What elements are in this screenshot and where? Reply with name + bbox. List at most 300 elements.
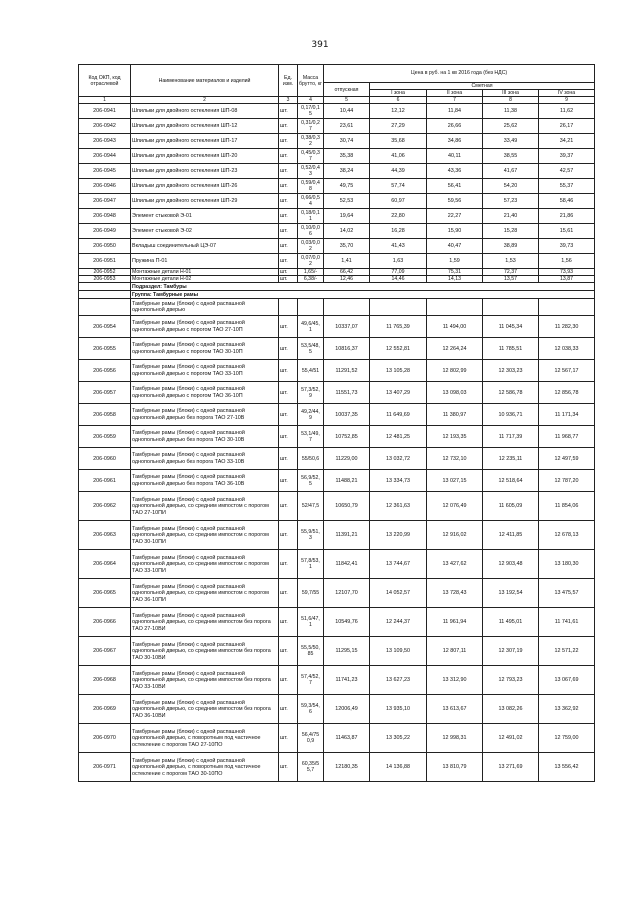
price-release: 52,53 xyxy=(324,194,370,209)
item-name: Тамбурные рамы (блоки) с одной распашной однопольной дверью без порога ТАО 33-10В xyxy=(131,448,279,470)
price-zone-2: 43,36 xyxy=(427,164,483,179)
item-unit: шт. xyxy=(279,316,298,338)
price-zone-4: 34,21 xyxy=(539,134,595,149)
price-zone-4: 39,73 xyxy=(539,239,595,254)
price-zone-2: 12 802,99 xyxy=(427,360,483,382)
price-zone-1: 35,68 xyxy=(370,134,427,149)
item-mass: 55,9/51, 3 xyxy=(298,521,324,550)
item-mass: 0,18/0,1 1 xyxy=(298,209,324,224)
item-code: 206-0963 xyxy=(79,521,131,550)
header-name: Наименование материалов и изделий xyxy=(131,65,279,97)
price-zone-4: 21,86 xyxy=(539,209,595,224)
group-description-row xyxy=(79,299,595,316)
item-mass: 55,5/50, 85 xyxy=(298,637,324,666)
price-zone-2: 75,31 xyxy=(427,269,483,276)
header-zone: III зона xyxy=(483,90,539,97)
item-mass: 51,6/47, 1 xyxy=(298,608,324,637)
item-code: 206-0941 xyxy=(79,104,131,119)
item-name: Монтажные детали Н-02 xyxy=(131,276,279,283)
item-mass: 0,10/0,0 6 xyxy=(298,224,324,239)
price-zone-1: 11 649,69 xyxy=(370,404,427,426)
item-unit: шт. xyxy=(279,637,298,666)
item-name: Тамбурные рамы (блоки) с одной распашной однопольной дверью, со средним импостом без порога ТАО 36-10ВИ xyxy=(131,695,279,724)
price-zone-4: 26,17 xyxy=(539,119,595,134)
price-zone-1: 12 552,81 xyxy=(370,338,427,360)
price-zone-3: 12 303,23 xyxy=(483,360,539,382)
price-release: 10650,79 xyxy=(324,492,370,521)
price-release: 10337,07 xyxy=(324,316,370,338)
table-row xyxy=(79,492,595,521)
item-code: 206-0960 xyxy=(79,448,131,470)
item-code: 206-0971 xyxy=(79,753,131,782)
price-zone-4: 1,56 xyxy=(539,254,595,269)
price-zone-4: 42,57 xyxy=(539,164,595,179)
item-mass: 56,4/75 0,9 xyxy=(298,724,324,753)
price-zone-3: 11 495,01 xyxy=(483,608,539,637)
header-release: отпускная xyxy=(324,83,370,97)
price-zone-3: 38,89 xyxy=(483,239,539,254)
header-zone: I зона xyxy=(370,90,427,97)
price-zone-2: 12 264,24 xyxy=(427,338,483,360)
item-mass: 0,03/0,0 2 xyxy=(298,239,324,254)
price-release: 19,64 xyxy=(324,209,370,224)
table-row xyxy=(79,194,595,209)
price-zone-1: 13 105,28 xyxy=(370,360,427,382)
item-name: Тамбурные рамы (блоки) с одной распашной однопольной дверью, с поворотным под частичное остекление с порогом ТАО 27-10ПО xyxy=(131,724,279,753)
item-name: Шпильки для двойного остекления ШП-12 xyxy=(131,119,279,134)
item-mass: 0,45/0,3 7 xyxy=(298,149,324,164)
table-row xyxy=(79,470,595,492)
item-mass: 0,52/0,4 3 xyxy=(298,164,324,179)
item-name: Тамбурные рамы (блоки) с одной распашной однопольной дверью, со средним импостом без порога ТАО 27-10ВИ xyxy=(131,608,279,637)
page-number: 391 xyxy=(311,40,329,50)
price-release: 12107,70 xyxy=(324,579,370,608)
item-name: Тамбурные рамы (блоки) с одной распашной однопольной дверью без порога ТАО 30-10В xyxy=(131,426,279,448)
item-name: Тамбурные рамы (блоки) с одной распашной однопольной дверью с порогом ТАО 36-10П xyxy=(131,382,279,404)
item-mass: 0,66/0,5 4 xyxy=(298,194,324,209)
price-zone-4: 73,93 xyxy=(539,269,595,276)
price-zone-2: 1,59 xyxy=(427,254,483,269)
price-zone-1: 77,09 xyxy=(370,269,427,276)
price-zone-4: 12 678,13 xyxy=(539,521,595,550)
table-row xyxy=(79,119,595,134)
price-zone-2: 22,27 xyxy=(427,209,483,224)
price-zone-1: 13 627,23 xyxy=(370,666,427,695)
header-unit: Ед. изм. xyxy=(279,65,298,97)
item-unit: шт. xyxy=(279,426,298,448)
item-mass: 57,8/53, 1 xyxy=(298,550,324,579)
column-numbers-row xyxy=(79,97,595,104)
price-zone-4: 11 854,06 xyxy=(539,492,595,521)
table-row xyxy=(79,724,595,753)
item-mass: 59,7/55 xyxy=(298,579,324,608)
column-number: 3 xyxy=(279,97,298,104)
price-zone-2: 11 494,00 xyxy=(427,316,483,338)
item-mass: 0,17/0,1 5 xyxy=(298,104,324,119)
table-row xyxy=(79,666,595,695)
item-mass: 57,4/52, 7 xyxy=(298,666,324,695)
price-zone-3: 25,62 xyxy=(483,119,539,134)
item-mass: 56,9/52, 5 xyxy=(298,470,324,492)
price-zone-3: 12 411,85 xyxy=(483,521,539,550)
item-code: 206-0947 xyxy=(79,194,131,209)
table-row xyxy=(79,360,595,382)
item-code: 206-0957 xyxy=(79,382,131,404)
item-name: Тамбурные рамы (блоки) с одной распашной однопольной дверью, со средним импостом с порогом ТАО 36-10ПИ xyxy=(131,579,279,608)
column-number: 4 xyxy=(298,97,324,104)
item-code: 206-0969 xyxy=(79,695,131,724)
item-mass: 6,38/- xyxy=(298,276,324,283)
item-mass: 57,3/52, 9 xyxy=(298,382,324,404)
price-zone-3: 11,38 xyxy=(483,104,539,119)
item-mass: 55,4/51 xyxy=(298,360,324,382)
price-release: 10,44 xyxy=(324,104,370,119)
item-unit: шт. xyxy=(279,164,298,179)
column-number: 9 xyxy=(539,97,595,104)
price-zone-3: 11 045,34 xyxy=(483,316,539,338)
table-row xyxy=(79,269,595,276)
price-release: 66,42 xyxy=(324,269,370,276)
item-unit: шт. xyxy=(279,608,298,637)
price-zone-3: 13 082,26 xyxy=(483,695,539,724)
group-row xyxy=(79,291,595,299)
price-release: 11463,87 xyxy=(324,724,370,753)
price-zone-1: 14,46 xyxy=(370,276,427,283)
table-row xyxy=(79,448,595,470)
item-code: 206-0958 xyxy=(79,404,131,426)
price-zone-4: 13,87 xyxy=(539,276,595,283)
price-zone-2: 11 961,94 xyxy=(427,608,483,637)
price-zone-1: 11 765,39 xyxy=(370,316,427,338)
table-row xyxy=(79,254,595,269)
price-zone-2: 12 998,31 xyxy=(427,724,483,753)
price-zone-4: 12 787,20 xyxy=(539,470,595,492)
price-release: 11295,15 xyxy=(324,637,370,666)
price-zone-3: 33,49 xyxy=(483,134,539,149)
item-code: 206-0954 xyxy=(79,316,131,338)
item-mass: 53,1/49, 7 xyxy=(298,426,324,448)
table-row xyxy=(79,753,595,782)
price-zone-2: 26,66 xyxy=(427,119,483,134)
item-code: 206-0943 xyxy=(79,134,131,149)
item-code: 206-0966 xyxy=(79,608,131,637)
header-zone: IV зона xyxy=(539,90,595,97)
table-row xyxy=(79,134,595,149)
price-zone-2: 12 076,49 xyxy=(427,492,483,521)
item-code: 206-0946 xyxy=(79,179,131,194)
item-code: 206-0968 xyxy=(79,666,131,695)
item-code: 206-0953 xyxy=(79,276,131,283)
price-release: 12,46 xyxy=(324,276,370,283)
item-mass: 0,59/0,4 8 xyxy=(298,179,324,194)
item-unit: шт. xyxy=(279,470,298,492)
price-zone-2: 12 732,10 xyxy=(427,448,483,470)
price-zone-1: 16,28 xyxy=(370,224,427,239)
item-unit: шт. xyxy=(279,149,298,164)
table-row xyxy=(79,224,595,239)
item-unit: шт. xyxy=(279,550,298,579)
group-description: Тамбурные рамы (блоки) с одной распашной однопольной дверью xyxy=(131,299,279,316)
column-number: 5 xyxy=(324,97,370,104)
price-zone-1: 60,97 xyxy=(370,194,427,209)
price-release: 11229,00 xyxy=(324,448,370,470)
table-row xyxy=(79,276,595,283)
price-zone-1: 27,29 xyxy=(370,119,427,134)
item-code: 206-0962 xyxy=(79,492,131,521)
item-code: 206-0952 xyxy=(79,269,131,276)
item-name: Тамбурные рамы (блоки) с одной распашной однопольной дверью, со средним импостом с порогом ТАО 33-10ПИ xyxy=(131,550,279,579)
price-zone-3: 12 307,19 xyxy=(483,637,539,666)
price-zone-2: 40,47 xyxy=(427,239,483,254)
price-zone-4: 13 180,30 xyxy=(539,550,595,579)
table-row xyxy=(79,316,595,338)
price-zone-3: 10 936,71 xyxy=(483,404,539,426)
price-release: 11741,23 xyxy=(324,666,370,695)
price-zone-3: 1,53 xyxy=(483,254,539,269)
price-zone-4: 13 067,69 xyxy=(539,666,595,695)
price-zone-2: 12 193,35 xyxy=(427,426,483,448)
price-zone-3: 21,40 xyxy=(483,209,539,224)
price-zone-3: 13 271,69 xyxy=(483,753,539,782)
price-zone-3: 15,28 xyxy=(483,224,539,239)
price-zone-1: 14 052,57 xyxy=(370,579,427,608)
price-release: 35,70 xyxy=(324,239,370,254)
price-zone-2: 15,90 xyxy=(427,224,483,239)
item-name: Шпильки для двойного остекления ШП-23 xyxy=(131,164,279,179)
item-name: Шпильки для двойного остекления ШП-20 xyxy=(131,149,279,164)
item-name: Тамбурные рамы (блоки) с одной распашной однопольной дверью с порогом ТАО 30-10П xyxy=(131,338,279,360)
price-zone-1: 12,12 xyxy=(370,104,427,119)
price-zone-4: 11 282,30 xyxy=(539,316,595,338)
item-unit: шт. xyxy=(279,492,298,521)
item-unit: шт. xyxy=(279,269,298,276)
column-number: 8 xyxy=(483,97,539,104)
price-zone-2: 11 380,97 xyxy=(427,404,483,426)
item-mass: 59,3/54, 6 xyxy=(298,695,324,724)
table-row xyxy=(79,521,595,550)
price-zone-4: 13 475,57 xyxy=(539,579,595,608)
price-zone-2: 34,86 xyxy=(427,134,483,149)
item-code: 206-0949 xyxy=(79,224,131,239)
table-row xyxy=(79,209,595,224)
item-mass: 60,35/5 5,7 xyxy=(298,753,324,782)
table-body xyxy=(79,104,595,782)
column-number: 1 xyxy=(79,97,131,104)
price-release: 14,02 xyxy=(324,224,370,239)
item-name: Элемент стыковой Э-02 xyxy=(131,224,279,239)
price-zone-4: 12 038,33 xyxy=(539,338,595,360)
table-row xyxy=(79,179,595,194)
price-release: 11291,52 xyxy=(324,360,370,382)
price-release: 11842,41 xyxy=(324,550,370,579)
item-unit: шт. xyxy=(279,134,298,149)
item-unit: шт. xyxy=(279,521,298,550)
price-zone-3: 11 717,39 xyxy=(483,426,539,448)
price-zone-4: 13 362,92 xyxy=(539,695,595,724)
price-zone-3: 12 903,48 xyxy=(483,550,539,579)
table-header xyxy=(79,65,595,104)
price-zone-3: 13 192,54 xyxy=(483,579,539,608)
price-zone-1: 13 334,73 xyxy=(370,470,427,492)
item-unit: шт. xyxy=(279,194,298,209)
item-name: Шпильки для двойного остекления ШП-29 xyxy=(131,194,279,209)
price-zone-2: 59,56 xyxy=(427,194,483,209)
item-name: Вкладыш соединительный ЦЭ-07 xyxy=(131,239,279,254)
item-unit: шт. xyxy=(279,209,298,224)
item-unit: шт. xyxy=(279,724,298,753)
price-table xyxy=(78,64,595,782)
header-mass: Масса брутто, кг xyxy=(298,65,324,97)
item-unit: шт. xyxy=(279,382,298,404)
item-unit: шт. xyxy=(279,666,298,695)
table-row xyxy=(79,695,595,724)
item-code: 206-0955 xyxy=(79,338,131,360)
item-mass: 0,07/0,0 2 xyxy=(298,254,324,269)
price-zone-2: 13 427,62 xyxy=(427,550,483,579)
table-row xyxy=(79,426,595,448)
price-zone-2: 14,13 xyxy=(427,276,483,283)
item-unit: шт. xyxy=(279,338,298,360)
item-mass: 49,2/44, 9 xyxy=(298,404,324,426)
item-name: Элемент стыковой Э-01 xyxy=(131,209,279,224)
price-zone-2: 13 312,90 xyxy=(427,666,483,695)
item-code: 206-0959 xyxy=(79,426,131,448)
price-zone-4: 12 567,17 xyxy=(539,360,595,382)
table-row xyxy=(79,404,595,426)
table-row xyxy=(79,239,595,254)
price-zone-4: 11,62 xyxy=(539,104,595,119)
header-code: Код ОКП, код отраслевой xyxy=(79,65,131,97)
price-zone-1: 13 935,10 xyxy=(370,695,427,724)
group-title: Группа: Тамбурные рамы xyxy=(131,291,595,299)
item-mass: 55/50,6 xyxy=(298,448,324,470)
item-code: 206-0944 xyxy=(79,149,131,164)
price-zone-4: 12 571,22 xyxy=(539,637,595,666)
item-name: Тамбурные рамы (блоки) с одной распашной однопольной дверью без порога ТАО 36-10В xyxy=(131,470,279,492)
price-zone-3: 12 235,11 xyxy=(483,448,539,470)
price-zone-3: 13,57 xyxy=(483,276,539,283)
price-zone-1: 22,80 xyxy=(370,209,427,224)
price-zone-3: 12 491,02 xyxy=(483,724,539,753)
price-zone-1: 41,43 xyxy=(370,239,427,254)
item-name: Тамбурные рамы (блоки) с одной распашной однопольной дверью без порога ТАО 27-10В xyxy=(131,404,279,426)
price-zone-1: 13 305,22 xyxy=(370,724,427,753)
price-zone-1: 13 032,72 xyxy=(370,448,427,470)
price-zone-1: 41,06 xyxy=(370,149,427,164)
item-unit: шт. xyxy=(279,254,298,269)
item-unit: шт. xyxy=(279,119,298,134)
item-code: 206-0951 xyxy=(79,254,131,269)
price-release: 12180,35 xyxy=(324,753,370,782)
subsection-title: Подраздел: Тамбуры xyxy=(131,283,595,291)
item-name: Пружина П-01 xyxy=(131,254,279,269)
price-zone-3: 38,55 xyxy=(483,149,539,164)
item-name: Шпильки для двойного остекления ШП-17 xyxy=(131,134,279,149)
item-code: 206-0964 xyxy=(79,550,131,579)
table-row xyxy=(79,550,595,579)
table-row xyxy=(79,164,595,179)
price-release: 10816,37 xyxy=(324,338,370,360)
price-zone-1: 13 220,99 xyxy=(370,521,427,550)
item-unit: шт. xyxy=(279,224,298,239)
price-zone-4: 12 759,00 xyxy=(539,724,595,753)
item-unit: шт. xyxy=(279,179,298,194)
table-row xyxy=(79,149,595,164)
price-release: 11488,21 xyxy=(324,470,370,492)
price-zone-4: 11 171,34 xyxy=(539,404,595,426)
price-zone-1: 13 109,50 xyxy=(370,637,427,666)
item-mass: 0,31/0,2 7 xyxy=(298,119,324,134)
price-zone-2: 13 613,67 xyxy=(427,695,483,724)
price-zone-2: 12 807,11 xyxy=(427,637,483,666)
table-row xyxy=(79,338,595,360)
price-zone-2: 13 027,15 xyxy=(427,470,483,492)
table-row xyxy=(79,382,595,404)
price-zone-3: 12 518,64 xyxy=(483,470,539,492)
item-unit: шт. xyxy=(279,448,298,470)
item-name: Шпильки для двойного остекления ШП-26 xyxy=(131,179,279,194)
price-zone-3: 12 586,78 xyxy=(483,382,539,404)
price-zone-2: 12 916,02 xyxy=(427,521,483,550)
item-unit: шт. xyxy=(279,360,298,382)
table-row xyxy=(79,608,595,637)
item-name: Тамбурные рамы (блоки) с одной распашной однопольной дверью, с поворотным под частичное остекление с порогом ТАО 30-10ПО xyxy=(131,753,279,782)
price-zone-4: 12 856,78 xyxy=(539,382,595,404)
price-zone-3: 57,23 xyxy=(483,194,539,209)
item-code: 206-0961 xyxy=(79,470,131,492)
item-unit: шт. xyxy=(279,104,298,119)
price-release: 23,61 xyxy=(324,119,370,134)
item-unit: шт. xyxy=(279,695,298,724)
item-mass: 49,6/45, 1 xyxy=(298,316,324,338)
item-name: Тамбурные рамы (блоки) с одной распашной однопольной дверью, со средним импостом без порога ТАО 30-10ВИ xyxy=(131,637,279,666)
price-release: 11551,73 xyxy=(324,382,370,404)
price-zone-1: 44,39 xyxy=(370,164,427,179)
price-zone-1: 12 481,25 xyxy=(370,426,427,448)
price-zone-2: 56,41 xyxy=(427,179,483,194)
price-zone-3: 12 793,23 xyxy=(483,666,539,695)
price-zone-3: 72,37 xyxy=(483,269,539,276)
price-release: 10752,85 xyxy=(324,426,370,448)
item-code: 206-0967 xyxy=(79,637,131,666)
price-release: 30,74 xyxy=(324,134,370,149)
header-estimate: Сметная xyxy=(370,83,595,90)
price-zone-2: 11,84 xyxy=(427,104,483,119)
column-number: 6 xyxy=(370,97,427,104)
price-release: 38,24 xyxy=(324,164,370,179)
item-mass: 1,65/- xyxy=(298,269,324,276)
item-unit: шт. xyxy=(279,579,298,608)
item-unit: шт. xyxy=(279,239,298,254)
column-number: 7 xyxy=(427,97,483,104)
item-unit: шт. xyxy=(279,276,298,283)
item-name: Монтажные детали Н-01 xyxy=(131,269,279,276)
price-release: 10549,76 xyxy=(324,608,370,637)
item-name: Тамбурные рамы (блоки) с одной распашной однопольной дверью с порогом ТАО 33-10П xyxy=(131,360,279,382)
table-row xyxy=(79,104,595,119)
item-mass: 53,5/48, 5 xyxy=(298,338,324,360)
price-zone-1: 14 136,88 xyxy=(370,753,427,782)
price-zone-1: 1,63 xyxy=(370,254,427,269)
price-release: 10037,35 xyxy=(324,404,370,426)
item-unit: шт. xyxy=(279,404,298,426)
header-price: Цена в руб. на 1 кв 2016 года (без НДС) xyxy=(324,65,595,83)
item-unit: шт. xyxy=(279,753,298,782)
price-release: 11391,21 xyxy=(324,521,370,550)
item-mass: 0,38/0,3 2 xyxy=(298,134,324,149)
price-zone-4: 11 968,77 xyxy=(539,426,595,448)
price-release: 49,75 xyxy=(324,179,370,194)
